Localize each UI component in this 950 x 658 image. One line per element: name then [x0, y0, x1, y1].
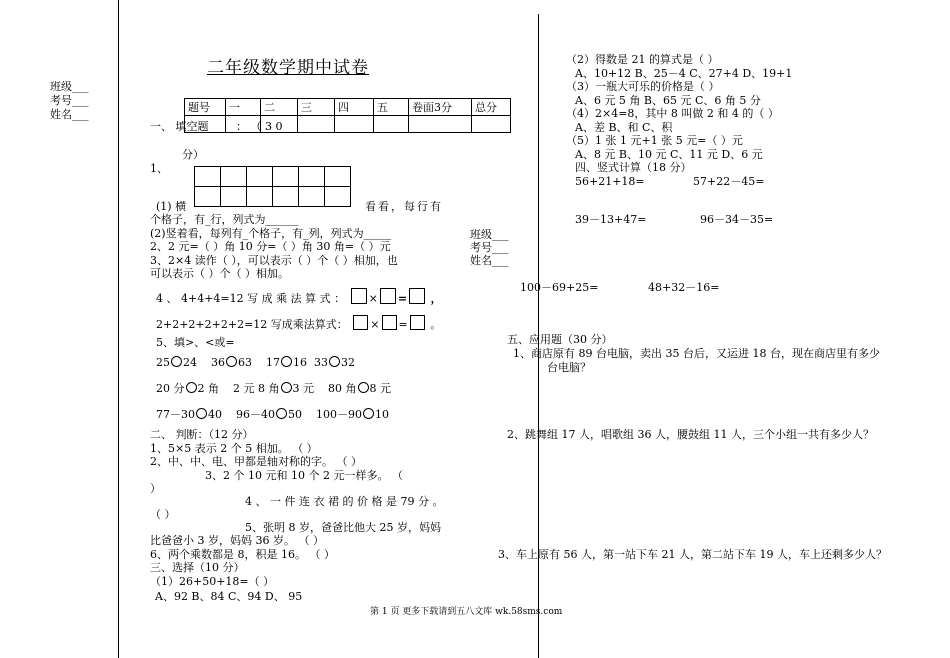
answer-box	[382, 315, 397, 330]
choice-3-options: A、6 元 5 角 B、65 元 C、6 角 5 分	[575, 94, 761, 107]
score-cell: 一	[226, 99, 261, 116]
answer-box	[409, 288, 425, 304]
problem-2: 2、跳舞组 17 人，唱歌组 36 人，腰鼓组 11 人，三个小组一共有多少人？	[507, 428, 874, 441]
q3-text-a: 3、2×4 读作（ ），可以表示（ ）个（ ）相加，也	[150, 254, 398, 267]
q1-grid	[194, 166, 351, 207]
choice-5: （5）1 张 1 元+1 张 5 元=（ ）元	[566, 134, 743, 147]
side-class-label-2: 班级___	[470, 228, 509, 241]
answer-box	[380, 288, 396, 304]
section4-heading: 四、竖式计算（18 分）	[575, 161, 692, 174]
calc-4: 96－34－35=	[700, 213, 774, 226]
compare-circle	[171, 356, 182, 367]
q1-text-d: (2)竖着看，每列有_个格子，有_列，列式为_____	[150, 227, 392, 240]
compare-row-1: 25 24 36 63 17 16 33 32	[156, 356, 355, 369]
score-table	[184, 98, 511, 133]
judge-2: 2、中、中、电、甲都是轴对称的字。 （ ）	[150, 455, 362, 468]
choice-2-options: A、10+12 B、25－4 C、27+4 D、19+1	[575, 67, 793, 80]
compare-row-3: 77－30 40 96－40 50 100－90 10	[156, 408, 389, 421]
choice-5-options: A、8 元 B、10 元 C、11 元 D、6 元	[575, 148, 763, 161]
calc-6: 48+32－16=	[648, 281, 720, 294]
compare-row-2: 20 分 2 角 2 元 8 角 3 元 80 角 8 元	[156, 382, 391, 395]
section3-heading: 三、选择（10 分）	[150, 561, 245, 574]
left-binding-line	[118, 0, 119, 658]
section5-heading: 五、应用题（30 分）	[507, 333, 613, 346]
score-cell: 题号	[185, 99, 226, 116]
compare-circle	[329, 356, 340, 367]
choice-1: （1）26+50+18=（ ）	[150, 575, 275, 588]
compare-circle	[276, 408, 287, 419]
score-cell: 二	[261, 99, 298, 116]
q5-text: 5、填>、<或=	[156, 336, 235, 349]
judge-4a: 4 、 一 件 连 衣 裙 的 价 格 是 79 分 。	[245, 495, 444, 508]
problem-1b: 台电脑？	[547, 361, 591, 374]
compare-circle	[363, 408, 374, 419]
judge-4b: （ ）	[150, 508, 176, 521]
score-table-header-row	[185, 99, 511, 116]
choice-4: （4）2×4=8，其中 8 叫做 2 和 4 的（ ）	[566, 107, 779, 120]
compare-circle	[186, 382, 197, 393]
q1-text-b: 看看，每行有	[365, 200, 443, 213]
compare-circle	[281, 382, 292, 393]
section1-fen: 分）	[182, 148, 204, 161]
q4-label-a: 4 、 4+4+4=12 写 成 乘 法 算 式 ：	[156, 292, 346, 305]
side-class-label: 班级___	[50, 80, 89, 93]
answer-box	[351, 288, 367, 304]
choice-2: （2）得数是 21 的算式是（ ）	[566, 53, 719, 66]
judge-3b: ）	[150, 482, 161, 495]
answer-box	[353, 315, 368, 330]
section2-heading: 二、 判断：（12 分）	[150, 428, 254, 441]
score-cell: 总分	[472, 99, 511, 116]
q2-text: 2、2 元=（ ）角 10 分=（ ）角 30 角=（ ）元	[150, 240, 391, 253]
score-table-value-row	[185, 116, 511, 133]
judge-3a: 3、2 个 10 元和 10 个 2 元一样多。 （	[205, 469, 403, 482]
side-exam-no-label-2: 考号___	[470, 241, 509, 254]
side-exam-no-label: 考号___	[50, 94, 89, 107]
choice-3: （3）一瓶大可乐的价格是（ ）	[566, 80, 720, 93]
compare-circle	[281, 356, 292, 367]
compare-circle	[196, 408, 207, 419]
problem-3: 3、车上原有 56 人，第一站下车 21 人，第二站下车 19 人，车上还剩多少人？	[498, 548, 887, 561]
judge-6: 6、两个乘数都是 8，积是 16。 （ ）	[150, 548, 335, 561]
choice-4-options: A、差 B、和 C、积	[575, 121, 673, 134]
choice-1-options: A、92 B、84 C、94 D、 95	[155, 590, 303, 603]
judge-5b: 比爸爸小 3 岁，妈妈 36 岁。 （ ）	[150, 534, 324, 547]
calc-2: 57+22－45=	[693, 175, 765, 188]
section1-heading-overlap: ： （ 3 0	[236, 120, 283, 133]
q1-text-a: (1) 横	[156, 200, 187, 213]
problem-1a: 1、商店原有 89 台电脑，卖出 35 台后，又运进 18 台，现在商店里有多少	[513, 347, 880, 360]
calc-5: 100－69+25=	[520, 281, 599, 294]
compare-circle	[226, 356, 237, 367]
calc-1: 56+21+18=	[575, 175, 645, 188]
q4-label-b: 2+2+2+2+2+2=12 写成乘法算式：	[156, 318, 348, 331]
score-cell: 三	[298, 99, 335, 116]
score-cell: 五	[374, 99, 409, 116]
answer-box	[410, 315, 425, 330]
score-cell: 四	[335, 99, 374, 116]
score-cell: 卷面3分	[409, 99, 472, 116]
page-title: 二年级数学期中试卷	[207, 58, 369, 78]
page-footer: 第 1 页 更多下载请到五八文库 wk.58sms.com	[370, 607, 563, 617]
compare-circle	[358, 382, 369, 393]
judge-1: 1、5×5 表示 2 个 5 相加。 （ ）	[150, 442, 318, 455]
side-name-label: 姓名___	[50, 108, 89, 121]
q3-text-b: 可以表示（ ）个（ ）相加。	[150, 267, 289, 280]
q4-text-b: 2+2+2+2+2+2=12 写成乘法算式： × = 。	[156, 315, 441, 333]
q4-text-a: 4 、 4+4+4=12 写 成 乘 法 算 式 ： × = ，	[156, 288, 442, 307]
q1-number: 1、	[150, 162, 168, 175]
judge-5a: 5、张明 8 岁，爸爸比他大 25 岁，妈妈	[245, 521, 441, 534]
section1-heading: 一、 填空题	[150, 120, 209, 133]
calc-3: 39－13+47=	[575, 213, 647, 226]
q1-text-c: 个格子，有_行，列式为______	[150, 213, 299, 226]
side-name-label-2: 姓名___	[470, 254, 509, 267]
